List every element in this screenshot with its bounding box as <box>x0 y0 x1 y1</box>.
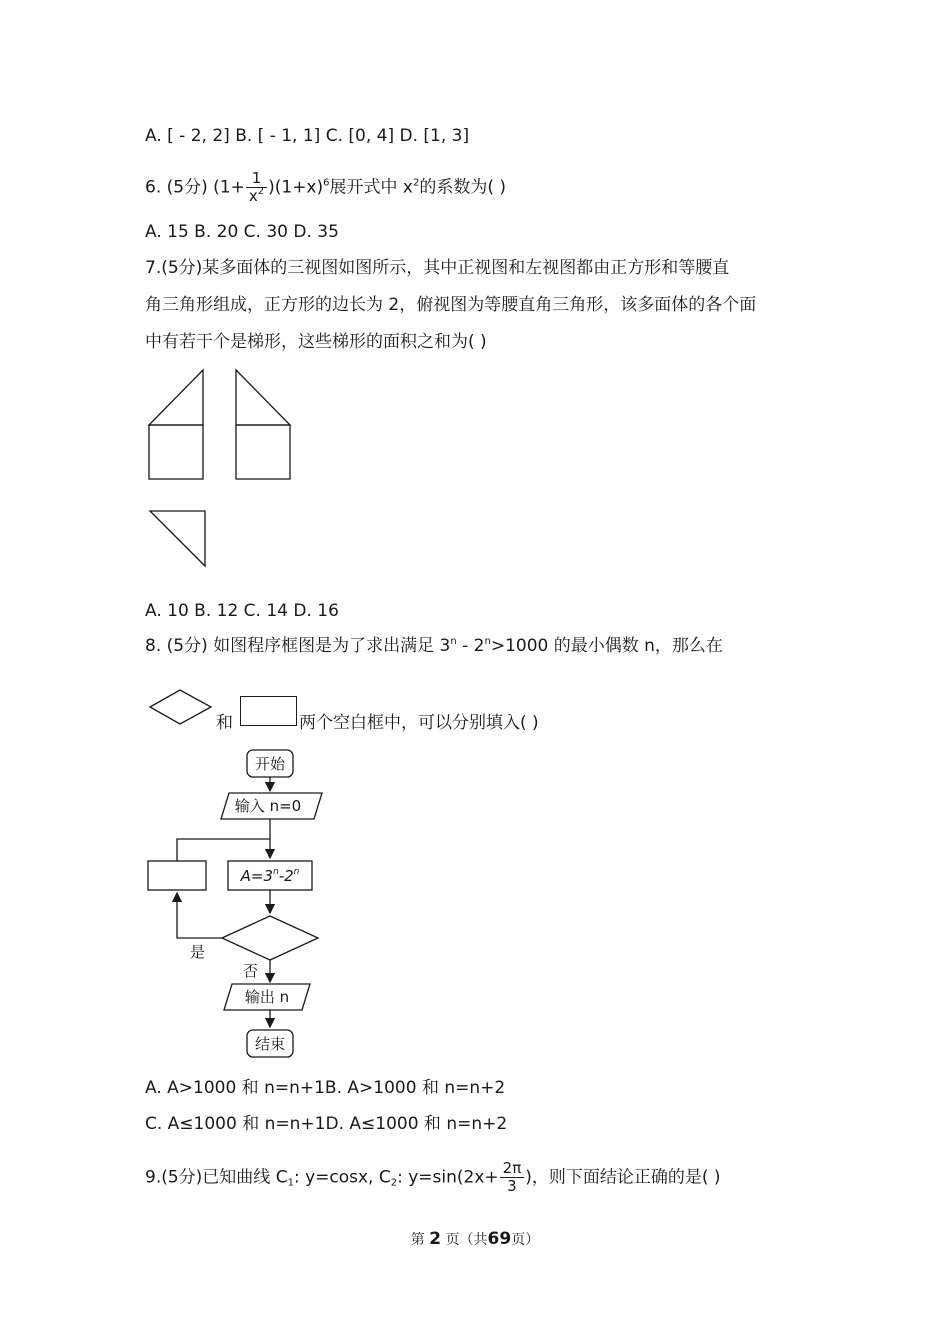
flow-assign-b: -2 <box>278 867 294 885</box>
footer-suffix: 页） <box>511 1232 540 1248</box>
footer-page-number: 2 <box>429 1229 442 1249</box>
q8-text-c: >1000 的最小偶数 n，那么在 <box>490 636 723 656</box>
q6-expr-end: )(1+x) <box>268 177 324 198</box>
q6-text: 展开式中 x <box>329 177 413 198</box>
flow-end-label: 结束 <box>254 1035 286 1053</box>
q6-frac-num: 1 <box>246 170 267 188</box>
q8-score: (5分) <box>166 636 208 656</box>
q9-fraction <box>500 1160 525 1195</box>
q9-sub-2: 2 <box>390 1177 398 1189</box>
footer-prefix: 第 <box>410 1232 425 1248</box>
q8-option-line-1: A. A>1000 和 n=n+1B. A>1000 和 n=n+2 <box>145 1078 506 1098</box>
flow-no-label: 否 <box>243 962 259 980</box>
q8-exp-2: n <box>484 636 491 647</box>
q9-text-b: : y=cosx, C <box>293 1167 391 1188</box>
flow-assign-exp-1: n <box>272 867 279 877</box>
q6-options: A. 15 B. 20 C. 30 D. 35 <box>145 222 339 242</box>
flow-yes-label: 是 <box>190 943 206 961</box>
q6-stem <box>145 170 506 205</box>
q6-fraction <box>246 170 267 205</box>
three-view-figure <box>140 360 310 580</box>
footer-middle: 页（共 <box>445 1232 488 1248</box>
q8-exp-1: n <box>450 636 457 647</box>
q9-text-c: : y=sin(2x+ <box>397 1167 499 1188</box>
q5-options: A. [ - 2, 2] B. [ - 1, 1] C. [0, 4] D. [1, 3] <box>145 126 470 146</box>
flow-assign-a: A=3 <box>240 867 273 885</box>
q6-frac-den: x <box>248 187 258 205</box>
q6-expr-start: (1+ <box>213 177 245 198</box>
q6-score: (5分) <box>166 177 208 198</box>
q7-options: A. 10 B. 12 C. 14 D. 16 <box>145 601 339 621</box>
q6-power: 6 <box>323 177 330 189</box>
q9-frac-den: 3 <box>507 1177 517 1195</box>
q9-frac-num: 2π <box>500 1160 525 1178</box>
q7-line-2: 角三角形组成，正方形的边长为 2，俯视图为等腰直角三角形，该多面体的各个面 <box>145 295 757 315</box>
q9-text-a: 9.(5分)已知曲线 C <box>145 1167 288 1188</box>
q7-line-3: 中有若干个是梯形，这些梯形的面积之和为( ) <box>145 332 487 352</box>
q7-line-1: 7.(5分)某多面体的三视图如图所示，其中正视图和左视图都由正方形和等腰直 <box>145 258 730 278</box>
q9-text-d: )，则下面结论正确的是( ) <box>525 1167 721 1188</box>
q6-number: 6. <box>145 177 162 198</box>
q8-text-b: - 2 <box>456 636 485 656</box>
flow-start-label: 开始 <box>254 755 286 773</box>
left-view-square <box>236 425 290 479</box>
q8-stem <box>145 635 723 657</box>
flow-input-label: 输入 n=0 <box>234 797 302 815</box>
left-view-triangle <box>236 370 290 425</box>
q8-text-a: 如图程序框图是为了求出满足 3 <box>213 636 451 656</box>
q8-he: 和 <box>216 713 233 733</box>
flow-output-label: 输出 n <box>244 988 290 1006</box>
top-view-triangle <box>150 511 205 566</box>
q6-tail: 的系数为( ) <box>419 177 507 198</box>
front-view-triangle <box>149 370 203 425</box>
q8-number: 8. <box>145 636 162 656</box>
page-footer <box>0 1229 950 1249</box>
q6-x-exp: 2 <box>412 177 420 189</box>
q6-frac-den-exp: 2 <box>257 186 265 197</box>
q8-line-2: 两个空白框中，可以分别填入( ) <box>299 713 539 733</box>
flow-decision-node <box>222 916 318 960</box>
flow-assign-label <box>240 867 300 885</box>
q9-stem <box>145 1160 721 1195</box>
flow-blank-update-node <box>148 861 206 890</box>
blank-diamond-shape <box>148 688 214 728</box>
q8-option-line-2: C. A≤1000 和 n=n+1D. A≤1000 和 n=n+2 <box>145 1114 508 1134</box>
flow-assign-exp-2: n <box>293 867 300 877</box>
footer-total-pages: 69 <box>487 1229 512 1249</box>
q9-sub-1: 1 <box>287 1177 294 1189</box>
blank-rectangle-shape <box>240 696 297 726</box>
flowchart <box>140 740 340 1065</box>
front-view-square <box>149 425 203 479</box>
